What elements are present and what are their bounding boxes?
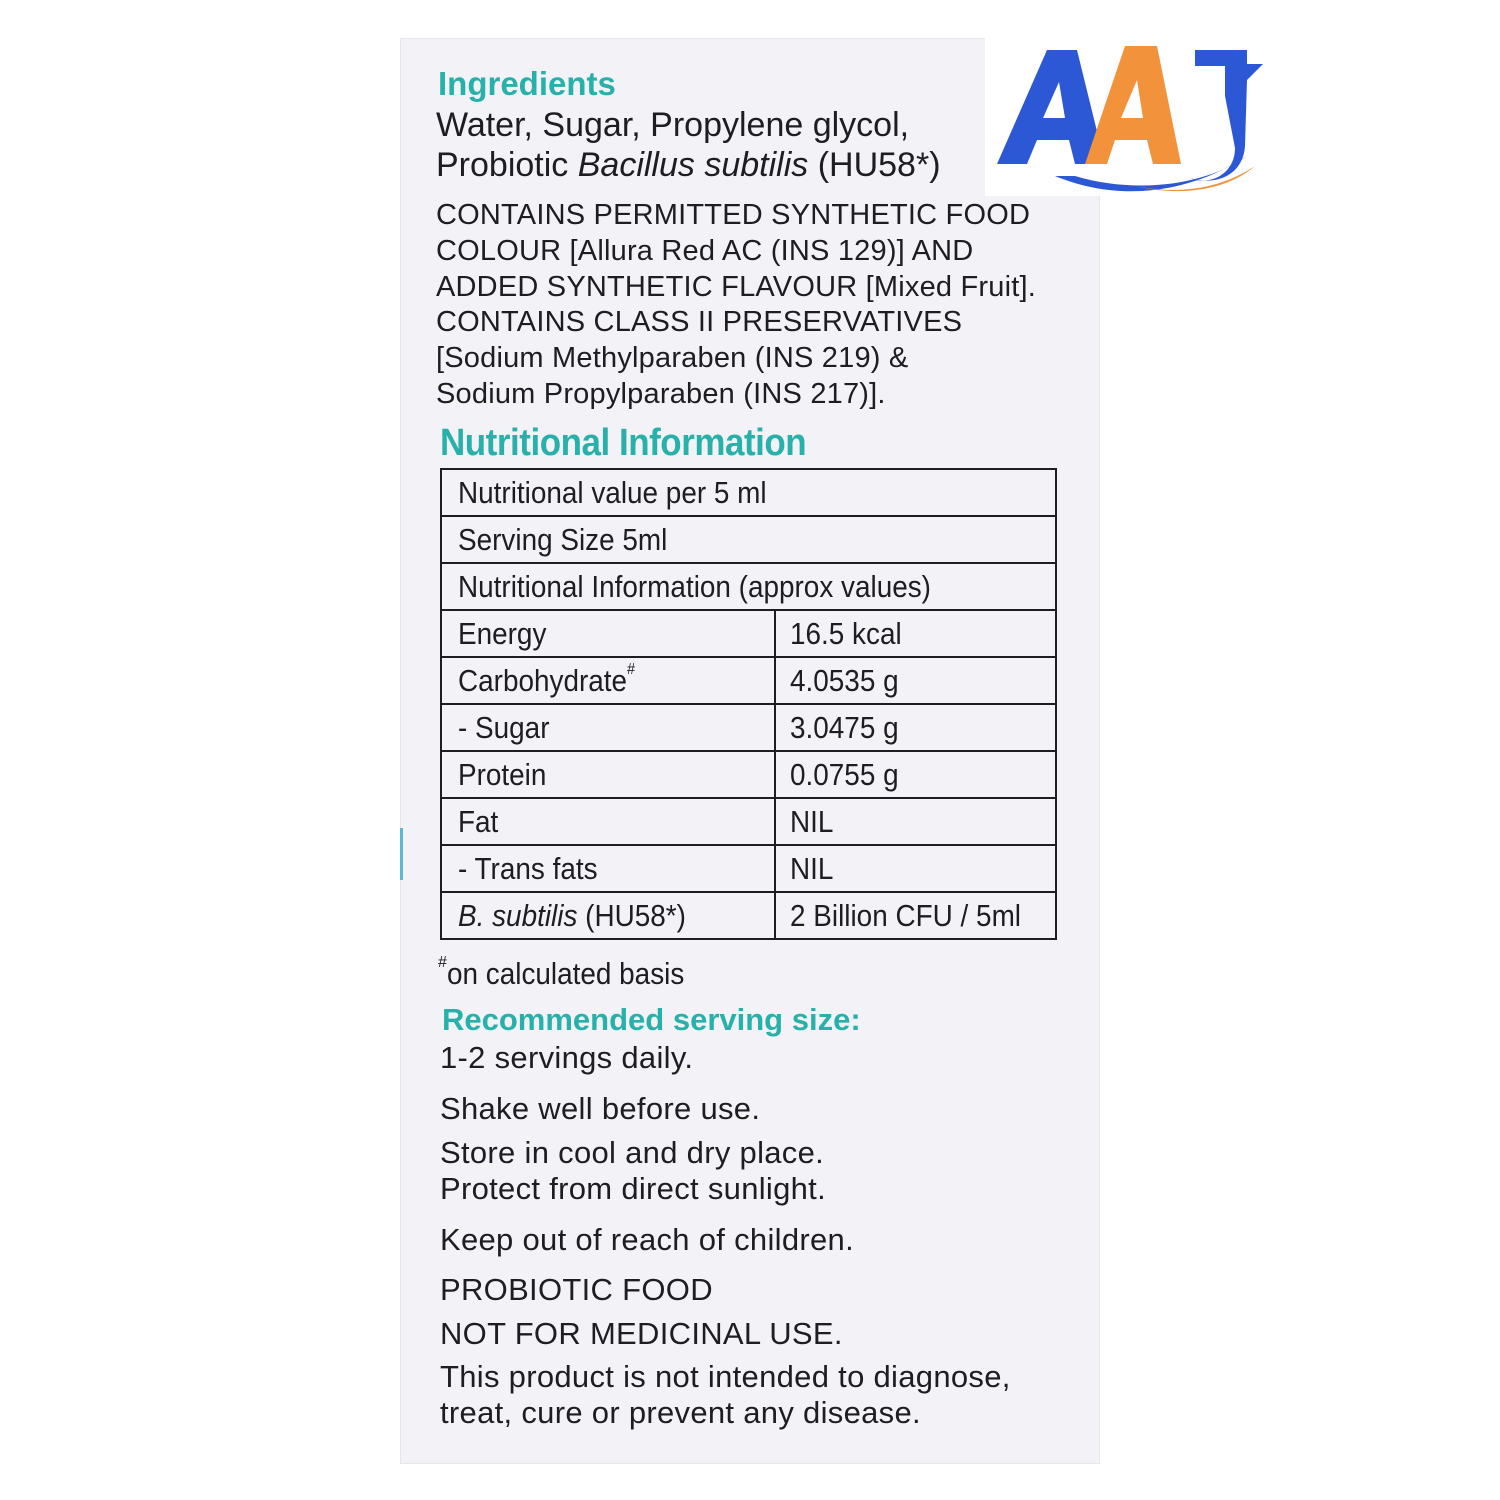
nutrient-label: - Trans fats — [441, 845, 775, 892]
table-row — [441, 563, 1056, 610]
nutrient-value: NIL — [775, 798, 1056, 845]
brand-logo — [985, 36, 1285, 196]
nutrient-value: 16.5 kcal — [775, 610, 1056, 657]
nutrient-value: 4.0535 g — [775, 657, 1056, 704]
additives-line: ADDED SYNTHETIC FLAVOUR [Mixed Fruit]. — [436, 270, 1037, 303]
nutrient-value: 2 Billion CFU / 5ml — [775, 892, 1056, 939]
table-row — [441, 751, 1056, 798]
nutrient-label: Fat — [441, 798, 775, 845]
ingredients-heading: Ingredients — [438, 65, 616, 102]
nutrient-value: NIL — [775, 845, 1056, 892]
footnote-text: on calculated basis — [446, 956, 685, 991]
table-row — [441, 469, 1056, 516]
bacillus-name: Bacillus subtilis — [577, 146, 809, 184]
additives-statement — [436, 198, 1036, 413]
nutrient-value: 3.0475 g — [775, 704, 1056, 751]
table-cell: Nutritional Information (approx values) — [441, 563, 1056, 610]
edge-stripe — [400, 828, 403, 880]
nutrient-label: Energy — [441, 610, 775, 657]
additives-line: [Sodium Methylparaben (INS 219) & — [436, 342, 909, 375]
footnote — [438, 956, 711, 992]
ingredients-line-1: Water, Sugar, Propylene glycol, — [436, 106, 910, 144]
storage-instruction-1: Store in cool and dry place. — [440, 1135, 825, 1170]
nutrient-label: Carbohydrate# — [441, 657, 775, 704]
serving-text: 1-2 servings daily. — [440, 1040, 694, 1075]
probiotic-label: PROBIOTIC FOOD — [440, 1272, 713, 1307]
storage-instruction-2: Protect from direct sunlight. — [440, 1171, 827, 1206]
footnote-mark: # — [438, 954, 447, 971]
table-row — [441, 704, 1056, 751]
disclaimer-line-1: This product is not intended to diagnose, — [440, 1359, 1011, 1394]
nutrient-label: Protein — [441, 751, 775, 798]
nutrient-value: 0.0755 g — [775, 751, 1056, 798]
additives-line: Sodium Propylparaben (INS 217)]. — [436, 377, 886, 410]
ingredients-line-2-prefix: Probiotic — [436, 146, 578, 184]
not-medicinal-label: NOT FOR MEDICINAL USE. — [440, 1316, 843, 1351]
table-row — [441, 657, 1056, 704]
nutrition-heading: Nutritional Information — [440, 422, 807, 464]
nutrient-label: B. subtilis (HU58*) — [441, 892, 775, 939]
children-warning: Keep out of reach of children. — [440, 1222, 854, 1257]
additives-line: COLOUR [Allura Red AC (INS 129)] AND — [436, 234, 974, 267]
table-row — [441, 610, 1056, 657]
table-cell: Nutritional value per 5 ml — [441, 469, 1056, 516]
additives-line: CONTAINS PERMITTED SYNTHETIC FOOD — [436, 199, 1031, 231]
table-row — [441, 798, 1056, 845]
ingredients-line-2 — [436, 146, 941, 185]
disclaimer-line-2: treat, cure or prevent any disease. — [440, 1395, 921, 1430]
shake-instruction: Shake well before use. — [440, 1091, 761, 1126]
nutrient-label: - Sugar — [441, 704, 775, 751]
table-row — [441, 845, 1056, 892]
table-row — [441, 516, 1056, 563]
ingredients-line-2-suffix: (HU58*) — [808, 146, 941, 184]
table-cell: Serving Size 5ml — [441, 516, 1056, 563]
aaj-logo-icon — [985, 36, 1285, 196]
nutrition-table — [440, 468, 1057, 940]
additives-line: CONTAINS CLASS II PRESERVATIVES — [436, 306, 963, 339]
serving-heading: Recommended serving size: — [442, 1002, 861, 1037]
table-row — [441, 892, 1056, 939]
